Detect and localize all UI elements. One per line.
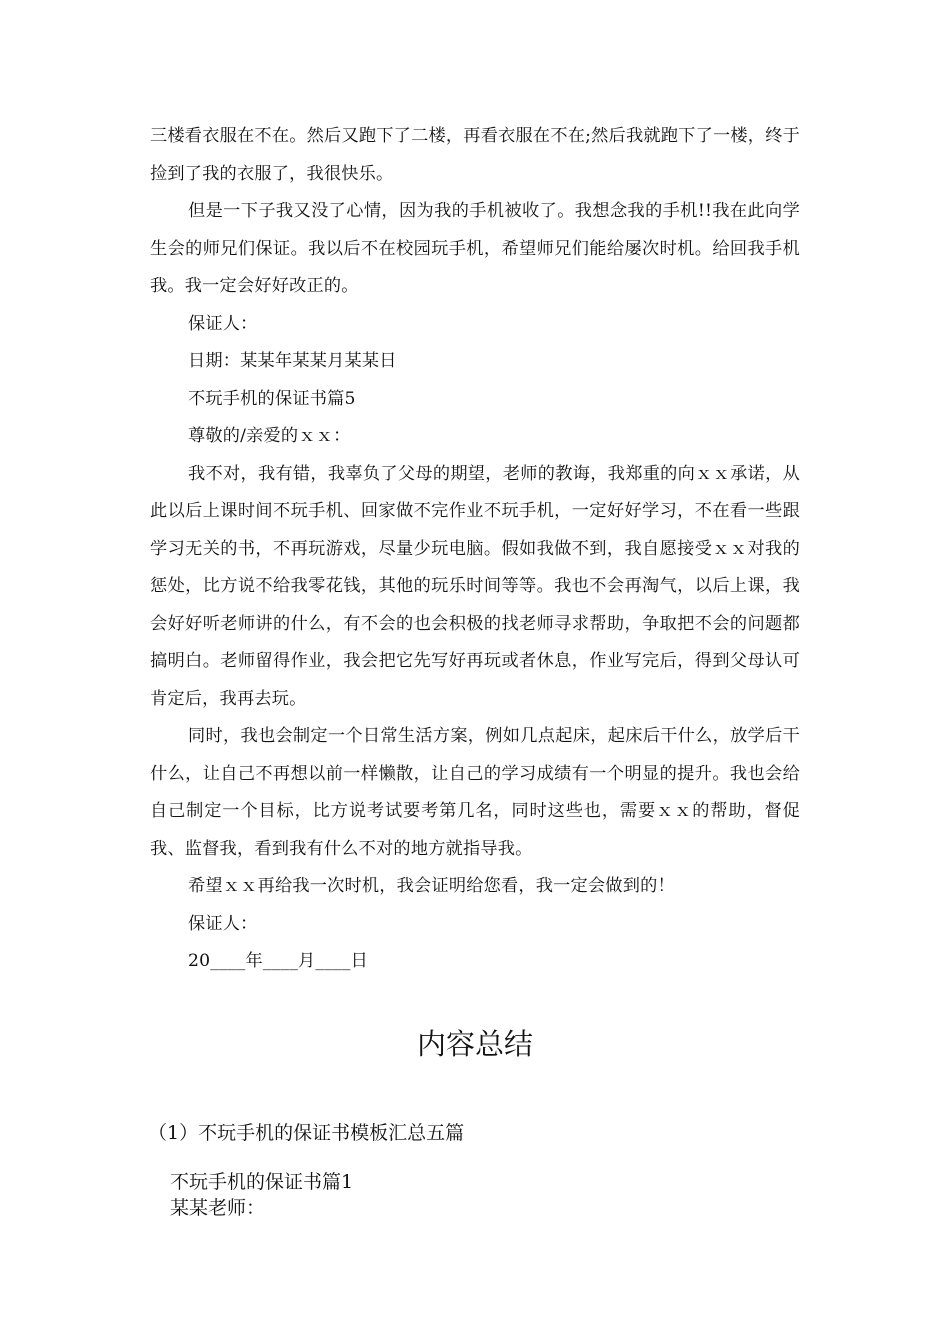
paragraph: 保证人： [188, 913, 258, 934]
paragraph: 我不对，我有错，我辜负了父母的期望，老师的教诲，我郑重的向ｘｘ承诺，从此以后上课时间不玩手机、回家做不完作业不玩手机，一定好好学习，不在看一些跟学习无关的书，不再玩游戏，尽量少玩电脑。假如我做不到，我自愿接受ｘｘ对我的惩处，比方说不给我零花钱，其他的玩乐时间等等。我也不会再淘气，以后上课，我会好好听老师讲的什么，有不会的也会积极的找老师寻求帮助，争取把不会的问题都搞明白。老师留得作业，我会把它先写好再玩或者休息，作业写完后，得到父母认可肯定后，我再去玩。 [150, 463, 800, 709]
summary-excerpt-line-2: 某某老师： [170, 1197, 266, 1219]
paragraph: 三楼看衣服在不在。然后又跑下了二楼，再看衣服在不在;然后我就跑下了一楼，终于捡到了我的衣服了，我很快乐。 [150, 126, 800, 184]
summary-excerpt-line-1: 不玩手机的保证书篇1 [170, 1171, 354, 1193]
paragraph: 但是一下子我又没了心情，因为我的手机被收了。我想念我的手机!!我在此向学生会的师兄们保证。我以后不在校园玩手机，希望师兄们能给屡次时机。给回我手机我。我一定会好好改正的。 [150, 201, 800, 296]
paragraph: 保证人： [188, 313, 258, 334]
summary-item-1: （1）不玩手机的保证书模板汇总五篇 [148, 1122, 465, 1144]
paragraph: 希望ｘｘ再给我一次时机，我会证明给您看，我一定会做到的！ [188, 876, 675, 896]
letter-body [150, 118, 800, 981]
paragraph: 不玩手机的保证书篇5 [188, 388, 356, 409]
paragraph: 日期：某某年某某月某某日 [188, 351, 397, 371]
paragraph: 20____年____月____日 [188, 951, 368, 971]
summary-title: 内容总结 [416, 1027, 533, 1061]
paragraph: 尊敬的/亲爱的ｘｘ： [188, 426, 351, 446]
summary-excerpt [170, 1169, 353, 1221]
paragraph: 同时，我也会制定一个日常生活方案，例如几点起床，起床后干什么，放学后干什么，让自己不再想以前一样懒散，让自己的学习成绩有一个明显的提升。我也会给自己制定一个目标，比方说考试要考第几名，同时这些也，需要ｘｘ的帮助，督促我、监督我，看到我有什么不对的地方就指导我。 [150, 726, 800, 859]
